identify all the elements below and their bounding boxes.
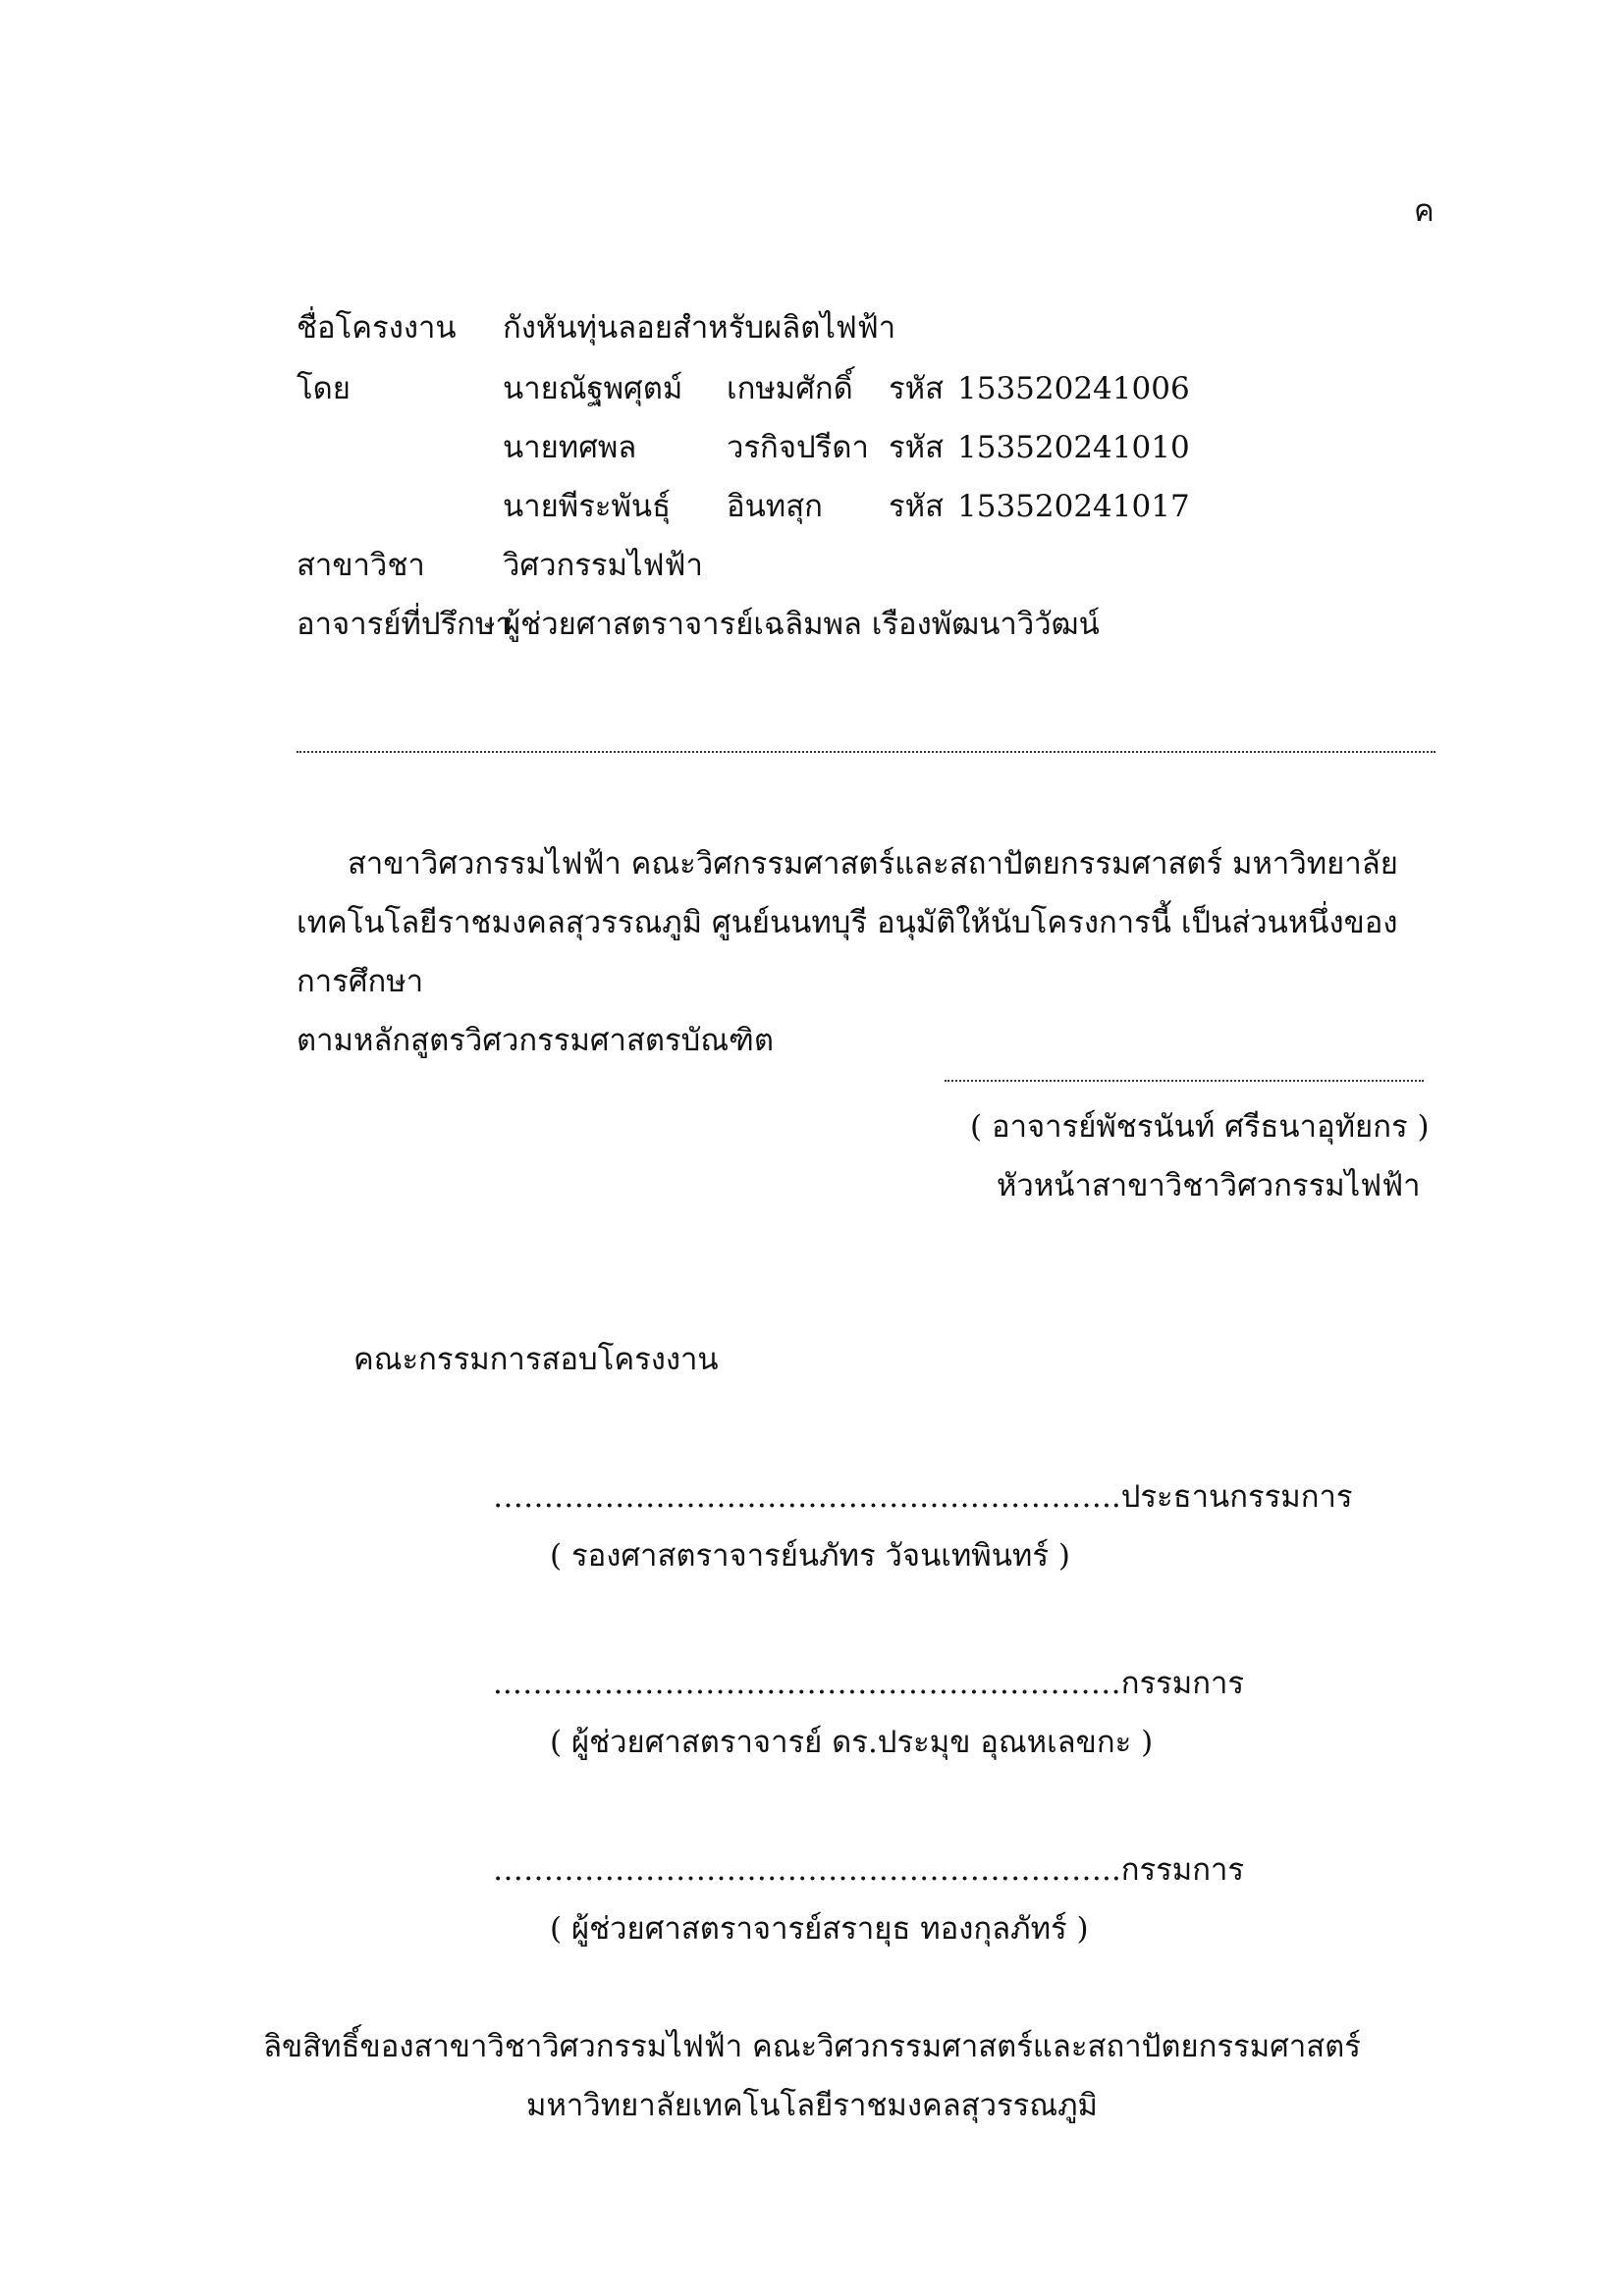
author-2-last: วรกิจปรีดา [727, 430, 869, 465]
committee-role: กรรมการ [1120, 1852, 1245, 1888]
signature-dots: …………………………………………………….. [493, 1852, 1121, 1888]
major-value: วิศวกรรมไฟฟ้า [503, 548, 703, 583]
advisor-value: ผู้ช่วยศาสตราจารย์เฉลิมพล เรืองพัฒนาวิวัฒน์ [503, 607, 1100, 642]
committee-member-2-signature [493, 1664, 1244, 1703]
approval-line-2: เทคโนโลยีราชมงคลสุวรรณภูมิ ศูนย์นนทบุรี อนุมัติให้นับโครงการนี้ เป็นส่วนหนึ่งของการศึกษา [297, 905, 1398, 999]
approval-line-1: สาขาวิศวกรรมไฟฟ้า คณะวิศกรรมศาสตร์และสถาปัตยกรรมศาสตร์ มหาวิทยาลัย [348, 846, 1398, 881]
author-1-code-label: รหัส [889, 371, 945, 406]
author-2-first: นายทศพล [503, 430, 637, 465]
committee-heading: คณะกรรมการสอบโครงงาน [353, 1342, 719, 1377]
signature-dots: …………………………………………………….. [493, 1479, 1121, 1515]
advisor-label: อาจารย์ที่ปรึกษา [297, 607, 513, 642]
separator-line [297, 751, 1435, 753]
author-2-code: 153520241010 [957, 430, 1190, 465]
author-1-first: นายณัฐพศุตม์ [503, 371, 683, 406]
committee-role: กรรมการ [1120, 1666, 1245, 1701]
title-value: กังหันทุ่นลอยสำหรับผลิตไฟฟ้า [503, 310, 896, 346]
page-number: ค [1414, 193, 1435, 229]
copyright-line-1: ลิขสิทธิ์ของสาขาวิชาวิศวกรรมไฟฟ้า คณะวิศวกรรมศาสตร์และสถาปัตยกรรมศาสตร์ [263, 2029, 1361, 2064]
author-2-code-label: รหัส [889, 430, 945, 465]
head-signature-line [945, 1080, 1424, 1082]
committee-member-2-name: ( ผู้ช่วยศาสตราจารย์ ดร.ประมุข อุณหเลขกะ ) [550, 1725, 1154, 1760]
author-3-first: นายพีระพันธุ์ [503, 489, 672, 524]
author-1-code: 153520241006 [957, 371, 1190, 406]
head-position: หัวหน้าสาขาวิชาวิศวกรรมไฟฟ้า [997, 1168, 1421, 1203]
author-3-last: อินทสุก [727, 489, 823, 524]
author-1-last: เกษมศักดิ์ [727, 371, 853, 406]
approval-paragraph [297, 834, 1435, 1070]
committee-role: ประธานกรรมการ [1120, 1479, 1353, 1515]
by-label: โดย [297, 371, 351, 406]
head-name: ( อาจารย์พัชรนันท์ ศรีธนาอุทัยกร ) [970, 1109, 1430, 1145]
author-3-code: 153520241017 [957, 489, 1190, 524]
committee-member-1-signature [493, 1477, 1353, 1517]
approval-line-3: ตามหลักสูตรวิศวกรรมศาสตรบัณฑิต [297, 1023, 774, 1058]
copyright-line-2: มหาวิทยาลัยเทคโนโลยีราชมงคลสุวรรณภูมิ [526, 2088, 1098, 2123]
major-label: สาขาวิชา [297, 548, 425, 583]
title-label: ชื่อโครงงาน [297, 310, 457, 346]
author-3-code-label: รหัส [889, 489, 945, 524]
signature-dots: ..…………………………………………………… [493, 1666, 1121, 1701]
committee-member-3-signature [493, 1850, 1244, 1890]
committee-member-3-name: ( ผู้ช่วยศาสตราจารย์สรายุธ ทองกุลภัทร์ ) [550, 1911, 1089, 1947]
committee-member-1-name: ( รองศาสตราจารย์นภัทร วัจนเทพินทร์ ) [550, 1538, 1070, 1574]
